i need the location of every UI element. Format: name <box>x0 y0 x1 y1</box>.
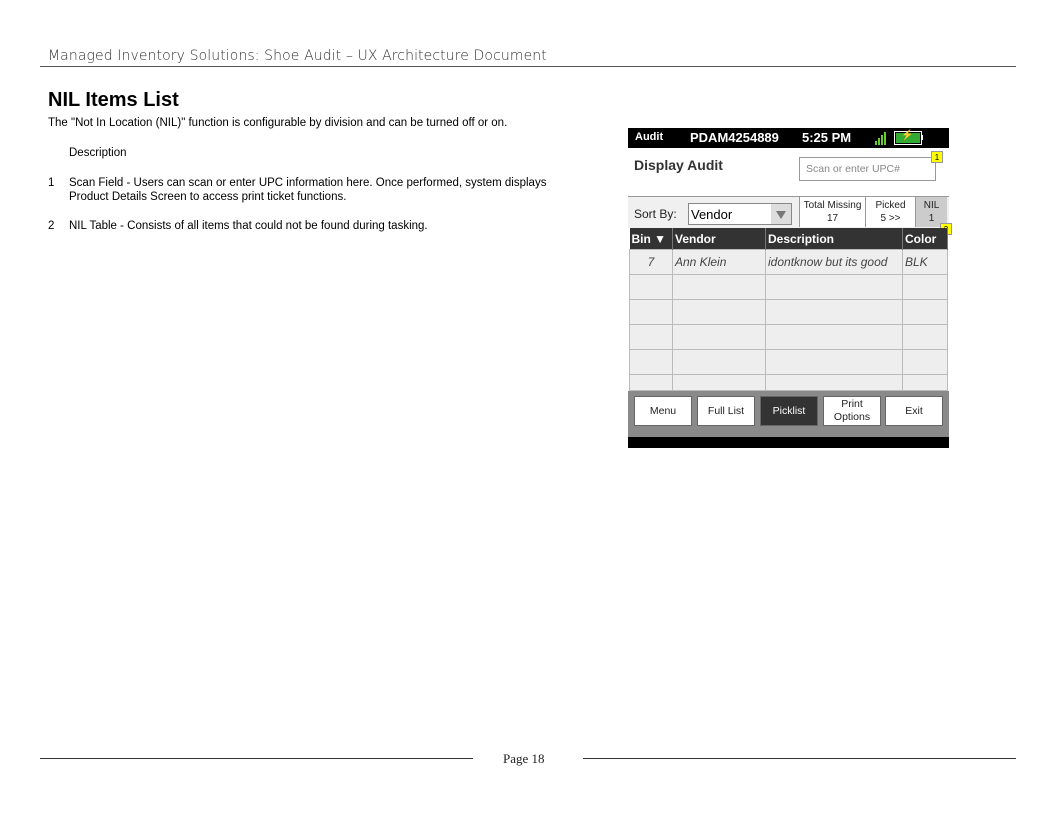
chevron-down-icon <box>771 204 791 224</box>
sort-select[interactable] <box>688 203 792 225</box>
cell-color: BLK <box>903 250 948 275</box>
sort-label: Sort By: <box>634 207 677 221</box>
print-options-button[interactable]: Print Options <box>823 396 881 426</box>
tab-picked[interactable]: Picked 5 >> <box>865 197 915 227</box>
bottom-strip <box>628 437 949 448</box>
app-name: Audit <box>635 131 664 143</box>
tab-total-missing[interactable]: Total Missing 17 <box>799 197 865 227</box>
footer-rule-left <box>40 758 473 759</box>
document-header: Managed Inventory Solutions: Shoe Audit – UX Architecture Document <box>48 48 547 64</box>
cell-bin: 7 <box>630 250 673 275</box>
item-number: 2 <box>48 220 55 232</box>
picklist-button[interactable]: Picklist <box>760 396 818 426</box>
table-row-empty <box>630 275 948 300</box>
item-number: 1 <box>48 177 55 189</box>
tab-nil[interactable]: NIL 1 <box>915 197 947 227</box>
item-text: NIL Table - Consists of all items that could not be found during tasking. <box>69 220 428 232</box>
column-header-bin[interactable]: Bin ▼ <box>630 228 673 250</box>
callout-badge-1: 1 <box>931 151 943 163</box>
column-header-vendor[interactable]: Vendor <box>673 228 766 250</box>
scan-input[interactable]: Scan or enter UPC# <box>799 157 936 181</box>
table-row[interactable] <box>630 250 948 275</box>
column-header-description[interactable]: Description <box>766 228 903 250</box>
footer-rule-right <box>583 758 1016 759</box>
cell-description: idontknow but its good <box>766 250 903 275</box>
table-row-empty <box>630 375 948 391</box>
screen-title: Display Audit <box>634 157 723 173</box>
page-title: NIL Items List <box>48 89 179 111</box>
device-screen <box>628 128 949 448</box>
sort-bar <box>628 196 949 228</box>
signal-icon <box>875 131 889 145</box>
column-header-color[interactable]: Color <box>903 228 948 250</box>
nil-table <box>629 228 948 391</box>
exit-button[interactable]: Exit <box>885 396 943 426</box>
menu-button[interactable]: Menu <box>634 396 692 426</box>
table-header-row <box>630 228 948 250</box>
table-row-empty <box>630 350 948 375</box>
status-bar <box>628 128 949 148</box>
button-bar <box>628 391 949 437</box>
page-number: Page 18 <box>503 751 545 766</box>
clock: 5:25 PM <box>802 130 852 145</box>
battery-tip <box>921 135 923 140</box>
battery-icon: ⚡ <box>894 131 922 145</box>
sort-value: Vendor <box>691 207 733 222</box>
device-id: PDAM4254889 <box>690 130 779 145</box>
full-list-button[interactable]: Full List <box>697 396 755 426</box>
description-heading: Description <box>69 147 127 159</box>
table-row-empty <box>630 300 948 325</box>
item-text: Scan Field - Users can scan or enter UPC information here. Once performed, system displays Product Details Screen to access print ticket functions. <box>69 177 547 203</box>
header-rule <box>40 66 1016 67</box>
table-row-empty <box>630 325 948 350</box>
cell-vendor: Ann Klein <box>673 250 766 275</box>
intro-text: The "Not In Location (NIL)" function is configurable by division and can be turned off or on. <box>48 117 508 129</box>
